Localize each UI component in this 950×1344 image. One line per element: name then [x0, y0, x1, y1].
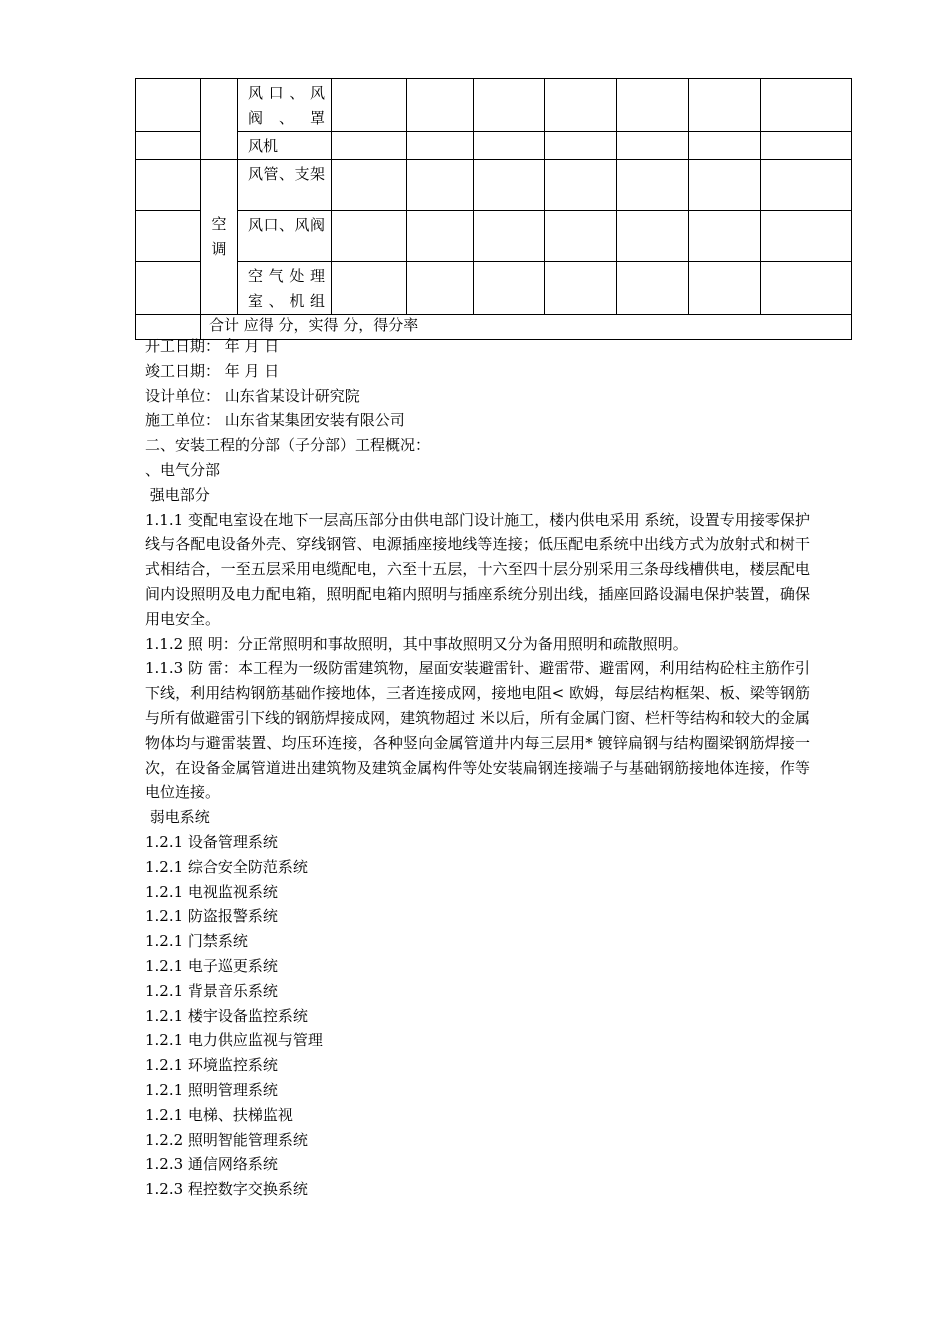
subsection-heading: 弱电系统 [145, 808, 210, 827]
list-item: 1.2.1 电视监视系统 [145, 882, 278, 901]
end-date: 竣工日期： 年 月 日 [145, 361, 280, 380]
item-cell: 风管、支架 [238, 160, 332, 211]
table-row [136, 262, 852, 315]
list-item: 1.2.1 背景音乐系统 [145, 981, 278, 1000]
list-item: 1.2.1 环境监控系统 [145, 1056, 278, 1075]
paragraph: 1.1.2 照 明：分正常照明和事故照明，其中事故照明又分为备用照明和疏散照明。 [145, 634, 688, 653]
air-conditioning-group-label: 空 调 [201, 160, 238, 315]
item-cell: 风口、风阀 [238, 211, 332, 262]
list-item: 1.2.2 照明智能管理系统 [145, 1130, 308, 1149]
score-table [135, 78, 852, 340]
list-item: 1.2.1 设备管理系统 [145, 832, 278, 851]
list-item: 1.2.3 通信网络系统 [145, 1155, 278, 1174]
list-item: 1.2.1 防盗报警系统 [145, 907, 278, 926]
list-item: 1.2.1 门禁系统 [145, 932, 248, 951]
section-heading: 二、安装工程的分部（子分部）工程概况： [145, 436, 431, 455]
paragraph: 1.1.3 防 雷：本工程为一级防雷建筑物，屋面安装避雷针、避雷带、避雷网，利用结构砼柱主筋作引下线，利用结构钢筋基础作接地体，三者连接成网，接地电阻< 欧姆，每层结构框架、板、梁等钢筋与所有做避雷引下线的钢筋焊接成网，建筑物超过 米以后，所有金属门窗、栏杆等结构和较大的金属物体均与避雷装置、均压环连接，各种竖向金属管道井内每三层用* 镀锌扁钢与结构圈梁钢筋焊接一次，在设备金属管道进出建筑物及建筑金属构件等处安装扁钢连接端子与基础钢筋接地体连接，作等电位连接。 [145, 659, 810, 802]
subsection-heading: 、电气分部 [145, 460, 221, 479]
start-date: 开工日期： 年 月 日 [145, 337, 280, 355]
list-item: 1.2.1 照明管理系统 [145, 1080, 278, 1099]
item-cell: 空气处理室、机组 [238, 262, 332, 315]
table-row [136, 160, 852, 211]
item-cell: 风口、风阀、罩 [238, 79, 332, 132]
list-item: 1.2.1 综合安全防范系统 [145, 857, 308, 876]
list-item: 1.2.1 电子巡更系统 [145, 956, 278, 975]
construction-unit: 施工单位： 山东省某集团安装有限公司 [145, 411, 405, 430]
table-row [136, 132, 852, 160]
document-body [145, 334, 810, 1202]
design-unit: 设计单位： 山东省某设计研究院 [145, 386, 360, 405]
item-cell: 风机 [238, 132, 332, 160]
paragraph: 1.1.1 变配电室设在地下一层高压部分由供电部门设计施工，楼内供电采用 系统，设置专用接零保护线与各配电设备外壳、穿线钢管、电源插座接地线等连接；低压配电系统中出线方式为放射式和树干式相结合，一至五层采用电缆配电，六至十五层，十六至四十层分别采用三条母线槽供电，楼层配电间内设照明及电力配电箱，照明配电箱内照明与插座系统分别出线，插座回路设漏电保护装置，确保用电安全。 [145, 510, 810, 628]
subsection-heading: 强电部分 [145, 485, 210, 504]
list-item: 1.2.1 楼宇设备监控系统 [145, 1006, 308, 1025]
table-row [136, 79, 852, 132]
list-item: 1.2.1 电梯、扶梯监视 [145, 1105, 293, 1124]
table-row [136, 211, 852, 262]
total-text: 合计 应得 分，实得 分，得分率 [201, 315, 852, 340]
list-item: 1.2.1 电力供应监视与管理 [145, 1031, 323, 1050]
list-item: 1.2.3 程控数字交换系统 [145, 1180, 308, 1199]
